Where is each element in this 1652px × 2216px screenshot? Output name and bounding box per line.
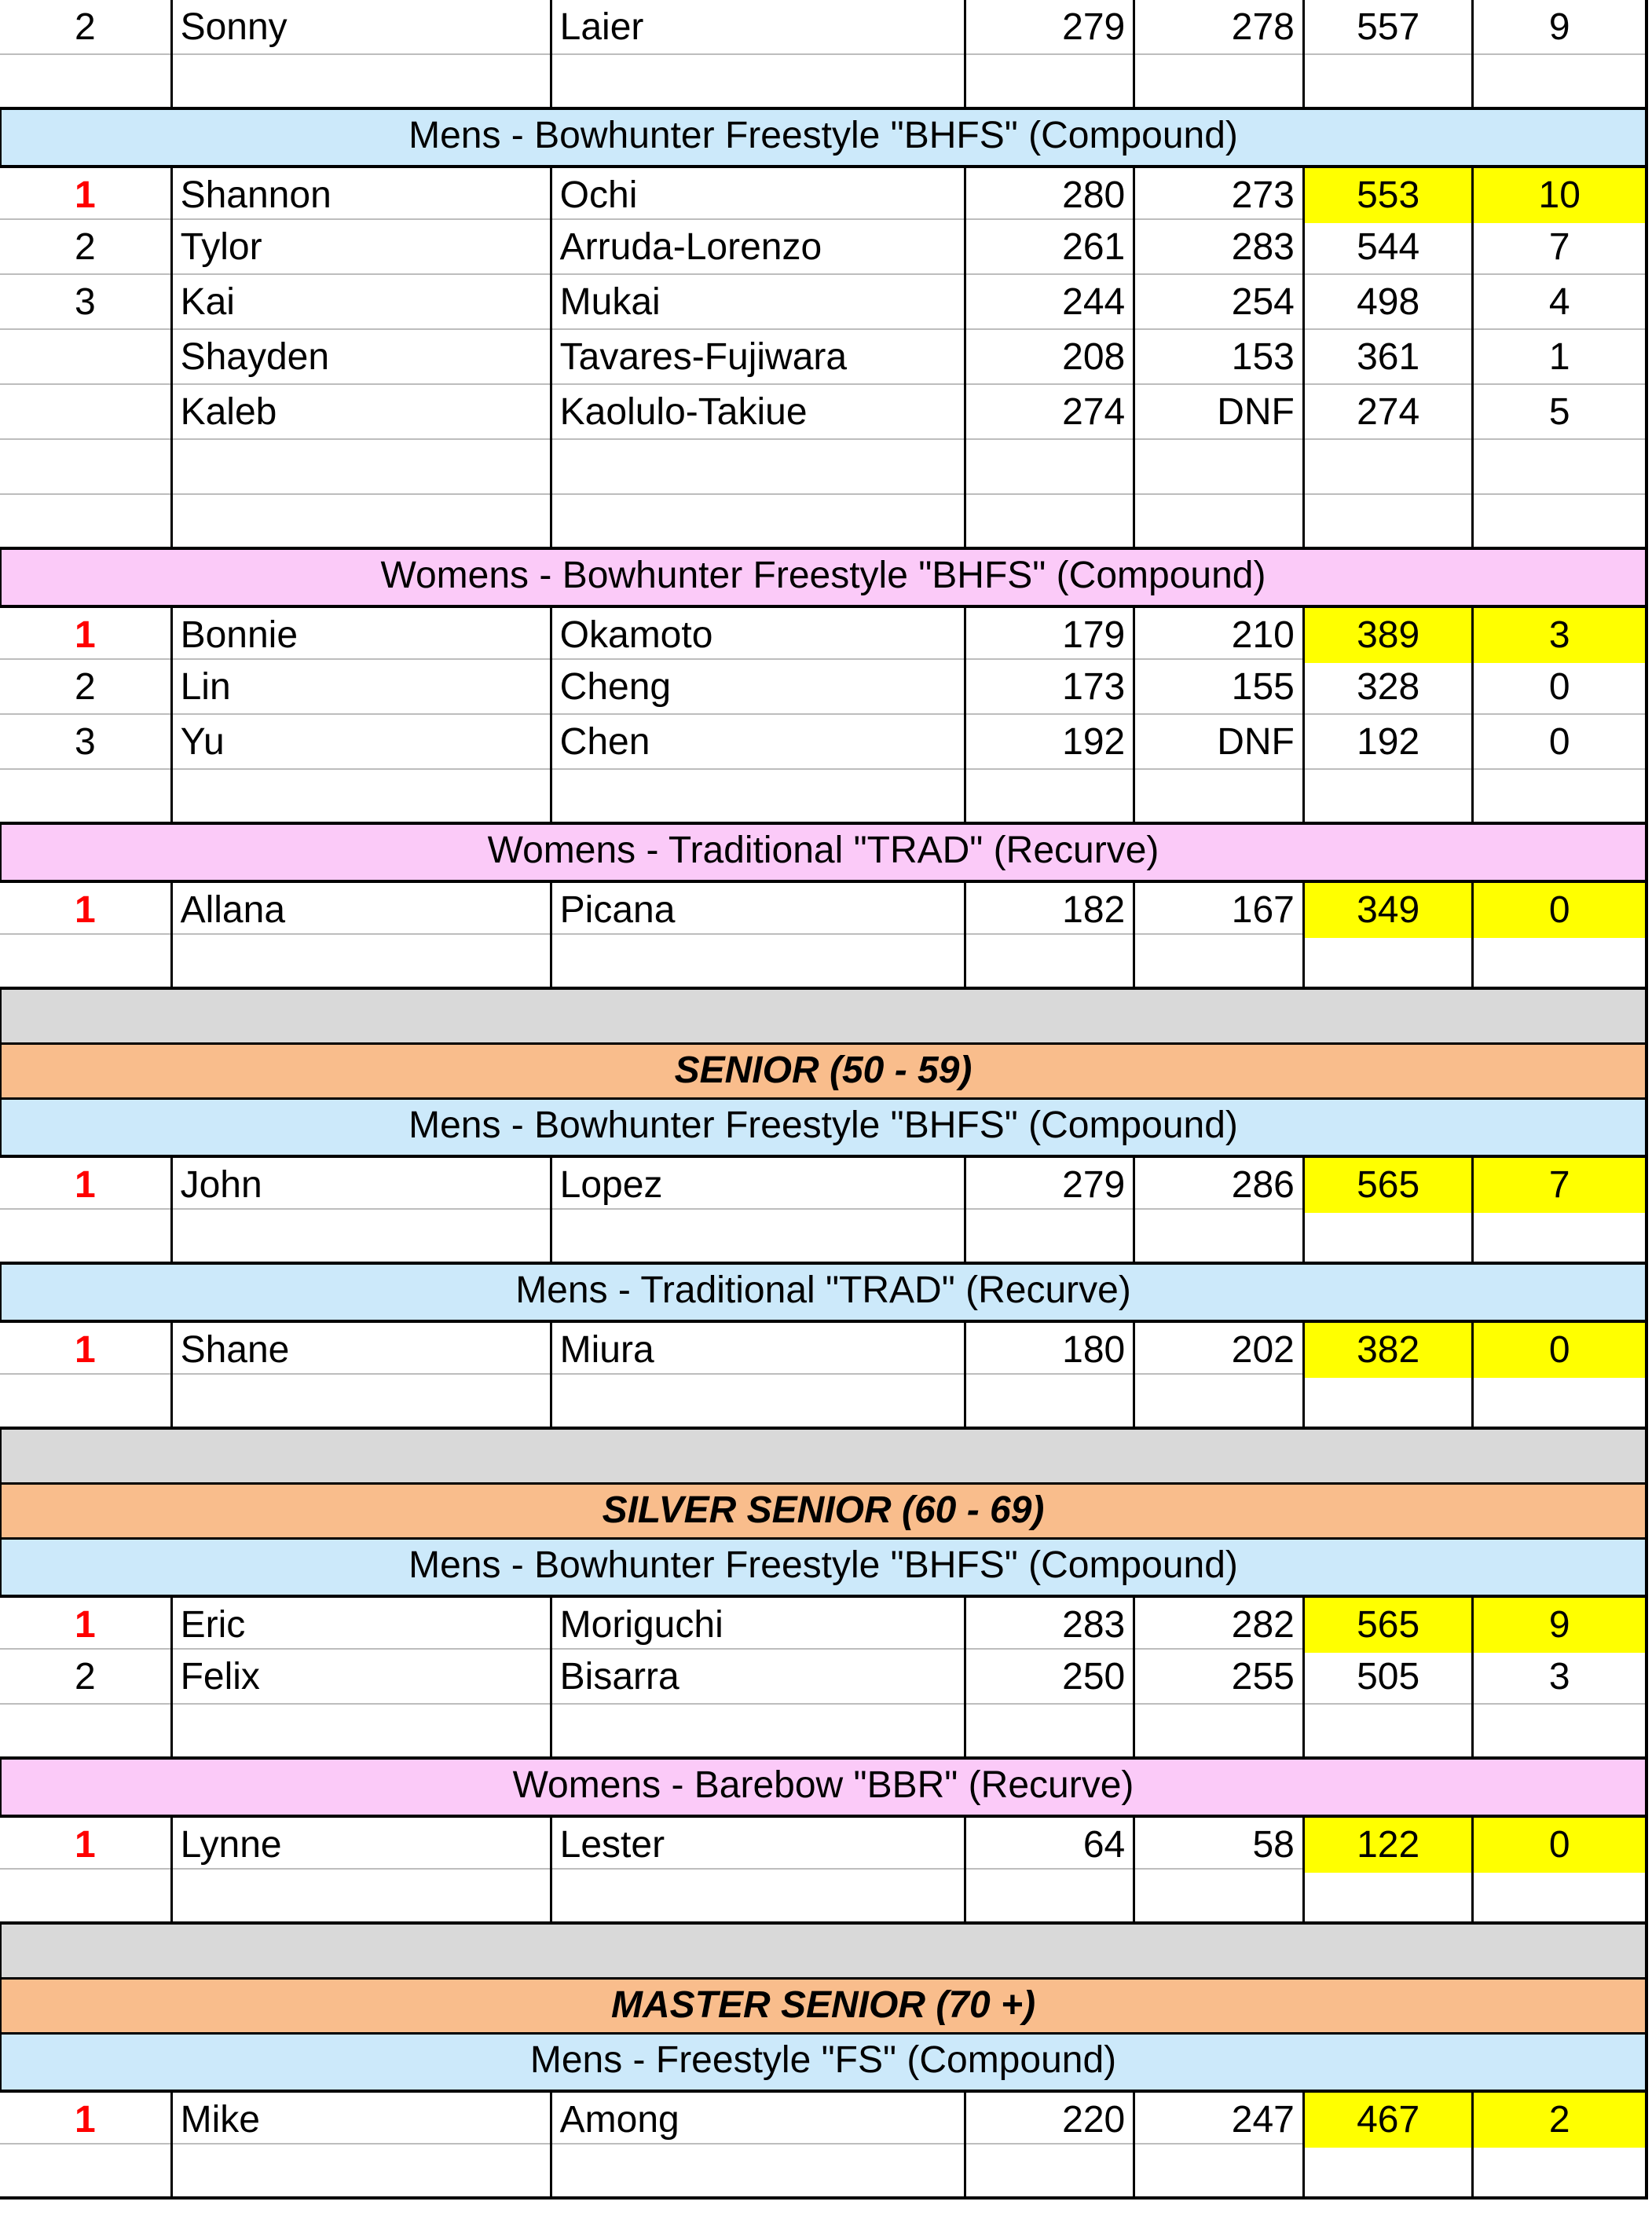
total-score-cell [1305,2145,1474,2200]
results-group [0,605,1645,825]
place-cell [0,495,173,550]
last-name-cell: Okamoto [552,608,966,663]
round2-score-cell: 247 [1135,2093,1305,2148]
round1-score-cell: 274 [966,385,1136,440]
place-cell: 3 [0,715,173,770]
first-name-cell: Felix [173,1650,552,1705]
place-cell: 2 [0,0,173,55]
place-cell: 2 [0,660,173,715]
total-score-cell: 349 [1305,883,1474,938]
x-count-cell: 0 [1474,1818,1645,1873]
place-cell: 1 [0,883,173,938]
table-row [0,495,1645,550]
age-class-header: MASTER SENIOR (70 +) [0,1980,1645,2035]
total-score-cell: 467 [1305,2093,1474,2148]
round2-score-cell [1135,1210,1305,1265]
total-score-cell: 389 [1305,608,1474,663]
round1-score-cell [966,935,1136,990]
last-name-cell: Miura [552,1323,966,1378]
round1-score-cell: 244 [966,275,1136,330]
x-count-cell [1474,1705,1645,1760]
total-score-cell: 498 [1305,275,1474,330]
round2-score-cell [1135,2145,1305,2200]
first-name-cell: Sonny [173,0,552,55]
results-group [0,880,1645,990]
results-group [0,2090,1645,2200]
x-count-cell [1474,1870,1645,1925]
table-row [0,1650,1645,1705]
last-name-cell: Lester [552,1818,966,1873]
table-row [0,0,1645,55]
round1-score-cell [966,1870,1136,1925]
round2-score-cell: 254 [1135,275,1305,330]
first-name-cell: Lin [173,660,552,715]
table-row [0,660,1645,715]
section-spacer [0,990,1645,1045]
age-class-header: SENIOR (50 - 59) [0,1045,1645,1100]
total-score-cell [1305,495,1474,550]
last-name-cell: Picana [552,883,966,938]
table-row [0,220,1645,275]
place-cell [0,935,173,990]
section-spacer [0,1430,1645,1485]
division-header: Mens - Bowhunter Freestyle "BHFS" (Compound) [0,1540,1645,1595]
division-header: Mens - Bowhunter Freestyle "BHFS" (Compound) [0,1100,1645,1155]
x-count-cell [1474,495,1645,550]
table-row [0,1320,1645,1375]
round1-score-cell: 220 [966,2093,1136,2148]
place-cell [0,1705,173,1760]
x-count-cell [1474,2145,1645,2200]
table-row [0,2090,1645,2145]
round1-score-cell: 250 [966,1650,1136,1705]
total-score-cell: 382 [1305,1323,1474,1378]
x-count-cell: 3 [1548,1656,1570,1698]
place-cell [0,1870,173,1925]
total-score-cell [1305,1375,1474,1430]
round2-score-cell: 167 [1135,883,1305,938]
round1-score-cell [966,2145,1136,2200]
place-cell: 1 [0,2093,173,2148]
round2-score-cell [1135,1705,1305,1760]
first-name-cell: Shane [173,1323,552,1378]
last-name-cell [552,935,966,990]
round2-score-cell [1135,935,1305,990]
division-header: Womens - Traditional "TRAD" (Recurve) [0,825,1645,880]
x-count-cell [1474,935,1645,990]
place-cell: 1 [0,1323,173,1378]
first-name-cell: Yu [173,715,552,770]
last-name-cell [552,770,966,825]
x-count-cell: 9 [1548,6,1570,48]
first-name-cell: Lynne [173,1818,552,1873]
total-score-cell [1305,440,1474,495]
x-count-cell [1474,770,1645,825]
table-row [0,385,1645,440]
total-score-cell [1305,55,1474,110]
table-row [0,1595,1645,1650]
round2-score-cell: 273 [1135,168,1305,223]
place-cell: 1 [0,608,173,663]
round2-score-cell [1135,770,1305,825]
round1-score-cell [966,495,1136,550]
round2-score-cell: 278 [1135,0,1305,55]
total-score-cell [1305,770,1474,825]
round2-score-cell: 202 [1135,1323,1305,1378]
first-name-cell: Bonnie [173,608,552,663]
first-name-cell: Shannon [173,168,552,223]
section-spacer [0,1925,1645,1980]
round1-score-cell: 279 [966,0,1136,55]
total-score-cell: 328 [1305,660,1474,715]
first-name-cell [173,1210,552,1265]
round1-score-cell [966,55,1136,110]
x-count-cell: 1 [1548,336,1570,378]
first-name-cell [173,2145,552,2200]
round1-score-cell: 279 [966,1158,1136,1213]
first-name-cell [173,770,552,825]
last-name-cell: Kaolulo-Takiue [552,385,966,440]
place-cell: 1 [0,1818,173,1873]
total-score-cell: 192 [1305,715,1474,770]
round1-score-cell [966,770,1136,825]
round1-score-cell: 173 [966,660,1136,715]
last-name-cell [552,55,966,110]
first-name-cell: Tylor [173,220,552,275]
x-count-cell: 0 [1474,883,1645,938]
last-name-cell: Lopez [552,1158,966,1213]
round1-score-cell: 280 [966,168,1136,223]
table-row [0,1815,1645,1870]
place-cell [0,385,173,440]
round2-score-cell: DNF [1135,715,1305,770]
round2-score-cell: 283 [1135,220,1305,275]
total-score-cell: 122 [1305,1818,1474,1873]
table-row [0,275,1645,330]
x-count-cell: 2 [1474,2093,1645,2148]
round2-score-cell: 58 [1135,1818,1305,1873]
round2-score-cell: 210 [1135,608,1305,663]
x-count-cell: 0 [1474,1323,1645,1378]
table-row [0,55,1645,110]
division-header: Mens - Freestyle "FS" (Compound) [0,2035,1645,2090]
first-name-cell: Kai [173,275,552,330]
x-count-cell: 3 [1474,608,1645,663]
last-name-cell: Chen [552,715,966,770]
place-cell: 2 [0,1650,173,1705]
round1-score-cell: 64 [966,1818,1136,1873]
last-name-cell: Tavares-Fujiwara [552,330,966,385]
round2-score-cell [1135,1375,1305,1430]
x-count-cell [1474,1210,1645,1265]
first-name-cell [173,495,552,550]
place-cell: 3 [0,275,173,330]
x-count-cell: 7 [1474,1158,1645,1213]
table-row [0,935,1645,990]
first-name-cell: Shayden [173,330,552,385]
total-score-cell: 274 [1305,385,1474,440]
first-name-cell [173,1870,552,1925]
round1-score-cell: 261 [966,220,1136,275]
round2-score-cell [1135,495,1305,550]
place-cell: 1 [0,168,173,223]
first-name-cell: Allana [173,883,552,938]
last-name-cell [552,1375,966,1430]
x-count-cell: 0 [1548,721,1570,763]
place-cell [0,1375,173,1430]
table-row [0,330,1645,385]
last-name-cell [552,440,966,495]
place-cell: 2 [0,220,173,275]
last-name-cell: Moriguchi [552,1598,966,1653]
total-score-cell: 505 [1305,1650,1474,1705]
round1-score-cell: 192 [966,715,1136,770]
first-name-cell: Mike [173,2093,552,2148]
last-name-cell: Ochi [552,168,966,223]
x-count-cell: 5 [1548,391,1570,433]
round1-score-cell [966,440,1136,495]
first-name-cell [173,440,552,495]
round2-score-cell: 282 [1135,1598,1305,1653]
division-header: Mens - Traditional "TRAD" (Recurve) [0,1265,1645,1320]
table-row [0,1155,1645,1210]
round2-score-cell: 155 [1135,660,1305,715]
table-row [0,770,1645,825]
round2-score-cell: 286 [1135,1158,1305,1213]
first-name-cell: Kaleb [173,385,552,440]
table-row [0,605,1645,660]
round2-score-cell [1135,1870,1305,1925]
table-row [0,440,1645,495]
total-score-cell: 557 [1305,0,1474,55]
total-score-cell [1305,1870,1474,1925]
total-score-cell: 361 [1305,330,1474,385]
x-count-cell [1474,1375,1645,1430]
results-group [0,0,1645,110]
round2-score-cell [1135,440,1305,495]
last-name-cell: Mukai [552,275,966,330]
table-row [0,715,1645,770]
total-score-cell [1305,935,1474,990]
results-group [0,165,1645,550]
results-group [0,1320,1645,1430]
round1-score-cell [966,1705,1136,1760]
x-count-cell [1474,55,1645,110]
place-cell [0,2145,173,2200]
division-header: Mens - Bowhunter Freestyle "BHFS" (Compound) [0,110,1645,165]
round1-score-cell: 180 [966,1323,1136,1378]
last-name-cell: Laier [552,0,966,55]
age-class-header: SILVER SENIOR (60 - 69) [0,1485,1645,1540]
place-cell [0,440,173,495]
total-score-cell: 565 [1305,1158,1474,1213]
table-row [0,2145,1645,2200]
last-name-cell: Bisarra [552,1650,966,1705]
first-name-cell [173,1375,552,1430]
place-cell: 1 [0,1158,173,1213]
place-cell [0,330,173,385]
division-header: Womens - Barebow "BBR" (Recurve) [0,1760,1645,1815]
results-group [0,1595,1645,1760]
total-score-cell: 565 [1305,1598,1474,1653]
first-name-cell [173,935,552,990]
round2-score-cell [1135,55,1305,110]
last-name-cell: Among [552,2093,966,2148]
first-name-cell [173,1705,552,1760]
last-name-cell [552,1705,966,1760]
total-score-cell: 553 [1305,168,1474,223]
last-name-cell [552,2145,966,2200]
first-name-cell [173,55,552,110]
last-name-cell: Arruda-Lorenzo [552,220,966,275]
round1-score-cell: 179 [966,608,1136,663]
results-group [0,1155,1645,1265]
total-score-cell [1305,1705,1474,1760]
x-count-cell: 0 [1548,666,1570,708]
table-row [0,165,1645,220]
round2-score-cell: DNF [1135,385,1305,440]
first-name-cell: Eric [173,1598,552,1653]
last-name-cell: Cheng [552,660,966,715]
last-name-cell [552,1870,966,1925]
round2-score-cell: 255 [1135,1650,1305,1705]
table-row [0,1705,1645,1760]
round1-score-cell [966,1210,1136,1265]
x-count-cell: 4 [1548,281,1570,323]
x-count-cell [1474,440,1645,495]
last-name-cell [552,495,966,550]
round1-score-cell [966,1375,1136,1430]
table-row [0,1375,1645,1430]
place-cell [0,55,173,110]
first-name-cell: John [173,1158,552,1213]
total-score-cell: 544 [1305,220,1474,275]
place-cell [0,770,173,825]
results-group [0,1815,1645,1925]
round1-score-cell: 283 [966,1598,1136,1653]
total-score-cell [1305,1210,1474,1265]
table-row [0,880,1645,935]
place-cell: 1 [0,1598,173,1653]
place-cell [0,1210,173,1265]
division-header: Womens - Bowhunter Freestyle "BHFS" (Compound) [0,550,1645,605]
round1-score-cell: 208 [966,330,1136,385]
last-name-cell [552,1210,966,1265]
x-count-cell: 9 [1474,1598,1645,1653]
round2-score-cell: 153 [1135,330,1305,385]
table-row [0,1210,1645,1265]
table-row [0,1870,1645,1925]
round1-score-cell: 182 [966,883,1136,938]
x-count-cell: 10 [1474,168,1645,223]
x-count-cell: 7 [1548,226,1570,268]
